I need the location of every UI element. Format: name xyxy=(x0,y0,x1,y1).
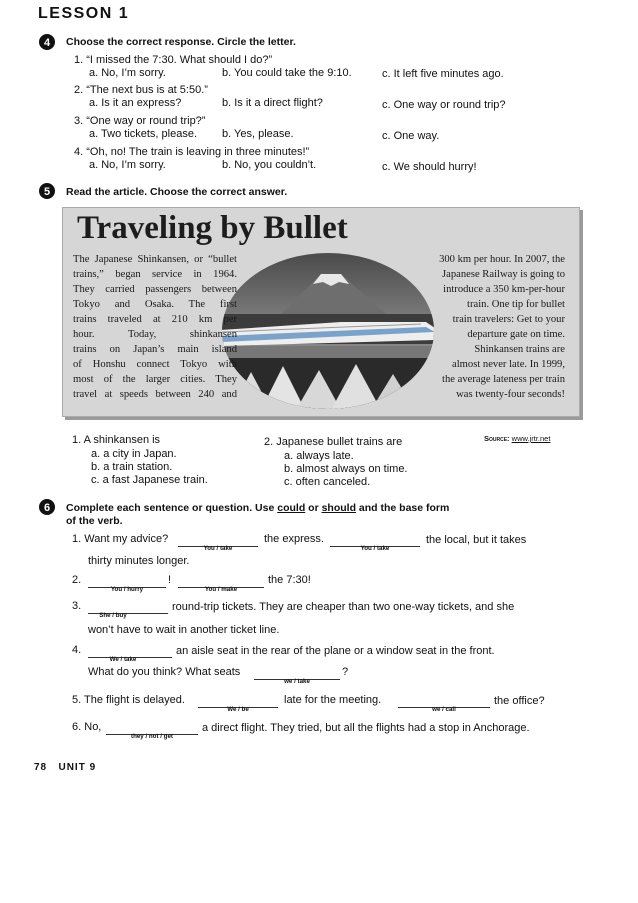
exercise-5-heading: Read the article. Choose the correct answer. xyxy=(66,186,288,198)
option-1c[interactable]: c. It left five minutes ago. xyxy=(382,68,504,80)
sentence-2-part-1: ! xyxy=(168,574,172,586)
sentence-4-part-3: ? xyxy=(342,666,349,678)
option-2a[interactable]: a. Is it an express? xyxy=(89,97,182,109)
sentence-4-number: 4. xyxy=(72,644,82,656)
hint-6a: they / not / get xyxy=(131,733,173,740)
sentence-3-part-1: round-trip tickets. They are cheaper than two one-way tickets, and she xyxy=(172,601,515,613)
option-4b[interactable]: b. No, you couldn’t. xyxy=(222,159,317,171)
sentence-5: 5. The flight is delayed. xyxy=(72,694,185,706)
page-number: 78 xyxy=(34,762,48,773)
svg-text:6: 6 xyxy=(43,502,51,514)
exercise-6-heading-line-2: of the verb. xyxy=(66,515,123,527)
exercise-4-badge-icon xyxy=(38,32,58,52)
question-4: 4. “Oh, no! The train is leaving in three minutes!” xyxy=(74,146,310,158)
sentence-1-part-4: thirty minutes longer. xyxy=(88,555,190,567)
sentence-4-part-2: What do you think? What seats xyxy=(88,666,241,678)
option-2b[interactable]: b. Is it a direct flight? xyxy=(222,97,323,109)
sentence-5-part-2: late for the meeting. xyxy=(284,694,382,706)
hint-5a: We / be xyxy=(227,706,249,713)
exercise-6-badge-icon xyxy=(38,497,58,517)
hint-3a: She / buy xyxy=(99,612,127,619)
source-link[interactable]: www.jrtr.net xyxy=(511,434,551,443)
option-1a[interactable]: a. No, I’m sorry. xyxy=(89,67,166,79)
exercise-4-heading: Choose the correct response. Circle the letter. xyxy=(66,36,296,48)
unit-label: UNIT 9 xyxy=(58,762,97,773)
sentence-3-part-2: won’t have to wait in another ticket line. xyxy=(88,624,280,636)
article-q1-option-c[interactable]: c. a fast Japanese train. xyxy=(91,474,208,486)
sentence-1-part-3: the local, but it takes xyxy=(426,534,527,546)
option-2c[interactable]: c. One way or round trip? xyxy=(382,99,506,111)
sentence-1: 1. Want my advice? xyxy=(72,533,169,545)
article-q2-option-b[interactable]: b. almost always on time. xyxy=(284,463,408,475)
article-q2-option-c[interactable]: c. often canceled. xyxy=(284,476,371,488)
svg-text:4: 4 xyxy=(43,37,51,49)
sentence-4-part-1: an aisle seat in the rear of the plane or a window seat in the front. xyxy=(176,645,495,657)
sentence-3-number: 3. xyxy=(72,600,82,612)
option-4a[interactable]: a. No, I’m sorry. xyxy=(89,159,166,171)
exercise-6-heading: Complete each sentence or question. Use could or should and the base form xyxy=(66,502,450,514)
option-3c[interactable]: c. One way. xyxy=(382,130,440,142)
sentence-1-part-2: the express. xyxy=(264,533,324,545)
article-left-column: The Japanese Shinkansen, or “bullet trains,” began service in 1964. They carried passengers between Tokyo and Osaka. The first trains traveled at 210 km per hour. Today, shinkansen trains on Japan’s main island of Honshu connect Tokyo with most of the larger cities. They travel at speeds between 240 and xyxy=(73,254,237,400)
article-right-column: 300 km per hour. In 2007, the Japanese Railway is going to introduce a 350 km-per-hour train. One tip for bullet train travelers: Get to your departure gate on time. Shinkansen trains are almost never late. In 1999, the average lateness per train was twenty-four seconds! xyxy=(439,254,565,400)
article-question-1: 1. A shinkansen is xyxy=(72,434,161,446)
sentence-5-part-3: the office? xyxy=(494,695,545,707)
article-box xyxy=(62,207,580,417)
svg-text:5: 5 xyxy=(43,186,51,198)
article-q1-option-a[interactable]: a. a city in Japan. xyxy=(91,448,177,460)
option-1b[interactable]: b. You could take the 9:10. xyxy=(222,67,352,79)
sentence-2-number: 2. xyxy=(72,574,82,586)
option-3b[interactable]: b. Yes, please. xyxy=(222,128,294,140)
option-3a[interactable]: a. Two tickets, please. xyxy=(89,128,198,140)
source-credit: Source: www.jrtr.net xyxy=(484,434,551,443)
hint-5b: we / call xyxy=(432,706,456,713)
hint-1a: You / take xyxy=(203,545,233,552)
hint-1b: You / take xyxy=(360,545,390,552)
article-question-2: 2. Japanese bullet trains are xyxy=(264,436,403,448)
hint-4a: We / take xyxy=(109,656,137,663)
sentence-6: 6. No, xyxy=(72,721,102,733)
hint-2a: You / hurry xyxy=(110,586,144,593)
article-q2-option-a[interactable]: a. always late. xyxy=(284,450,354,462)
exercise-5-badge-icon xyxy=(38,181,58,201)
hint-2b: You / make xyxy=(204,586,238,593)
article-title: Traveling by Bullet xyxy=(77,210,348,246)
article-q1-option-b[interactable]: b. a train station. xyxy=(91,461,173,473)
page-footer xyxy=(34,762,96,773)
hint-4b: we / take xyxy=(284,678,310,685)
lesson-title: LESSON 1 xyxy=(38,5,130,22)
question-1: 1. “I missed the 7:30. What should I do?” xyxy=(74,54,273,66)
option-4c[interactable]: c. We should hurry! xyxy=(382,161,477,173)
question-2: 2. “The next bus is at 5:50.” xyxy=(74,84,208,96)
question-3: 3. “One way or round trip?” xyxy=(74,115,206,127)
sentence-2-part-2: the 7:30! xyxy=(268,574,311,586)
sentence-6-part-2: a direct flight. They tried, but all the flights had a stop in Anchorage. xyxy=(202,722,530,734)
